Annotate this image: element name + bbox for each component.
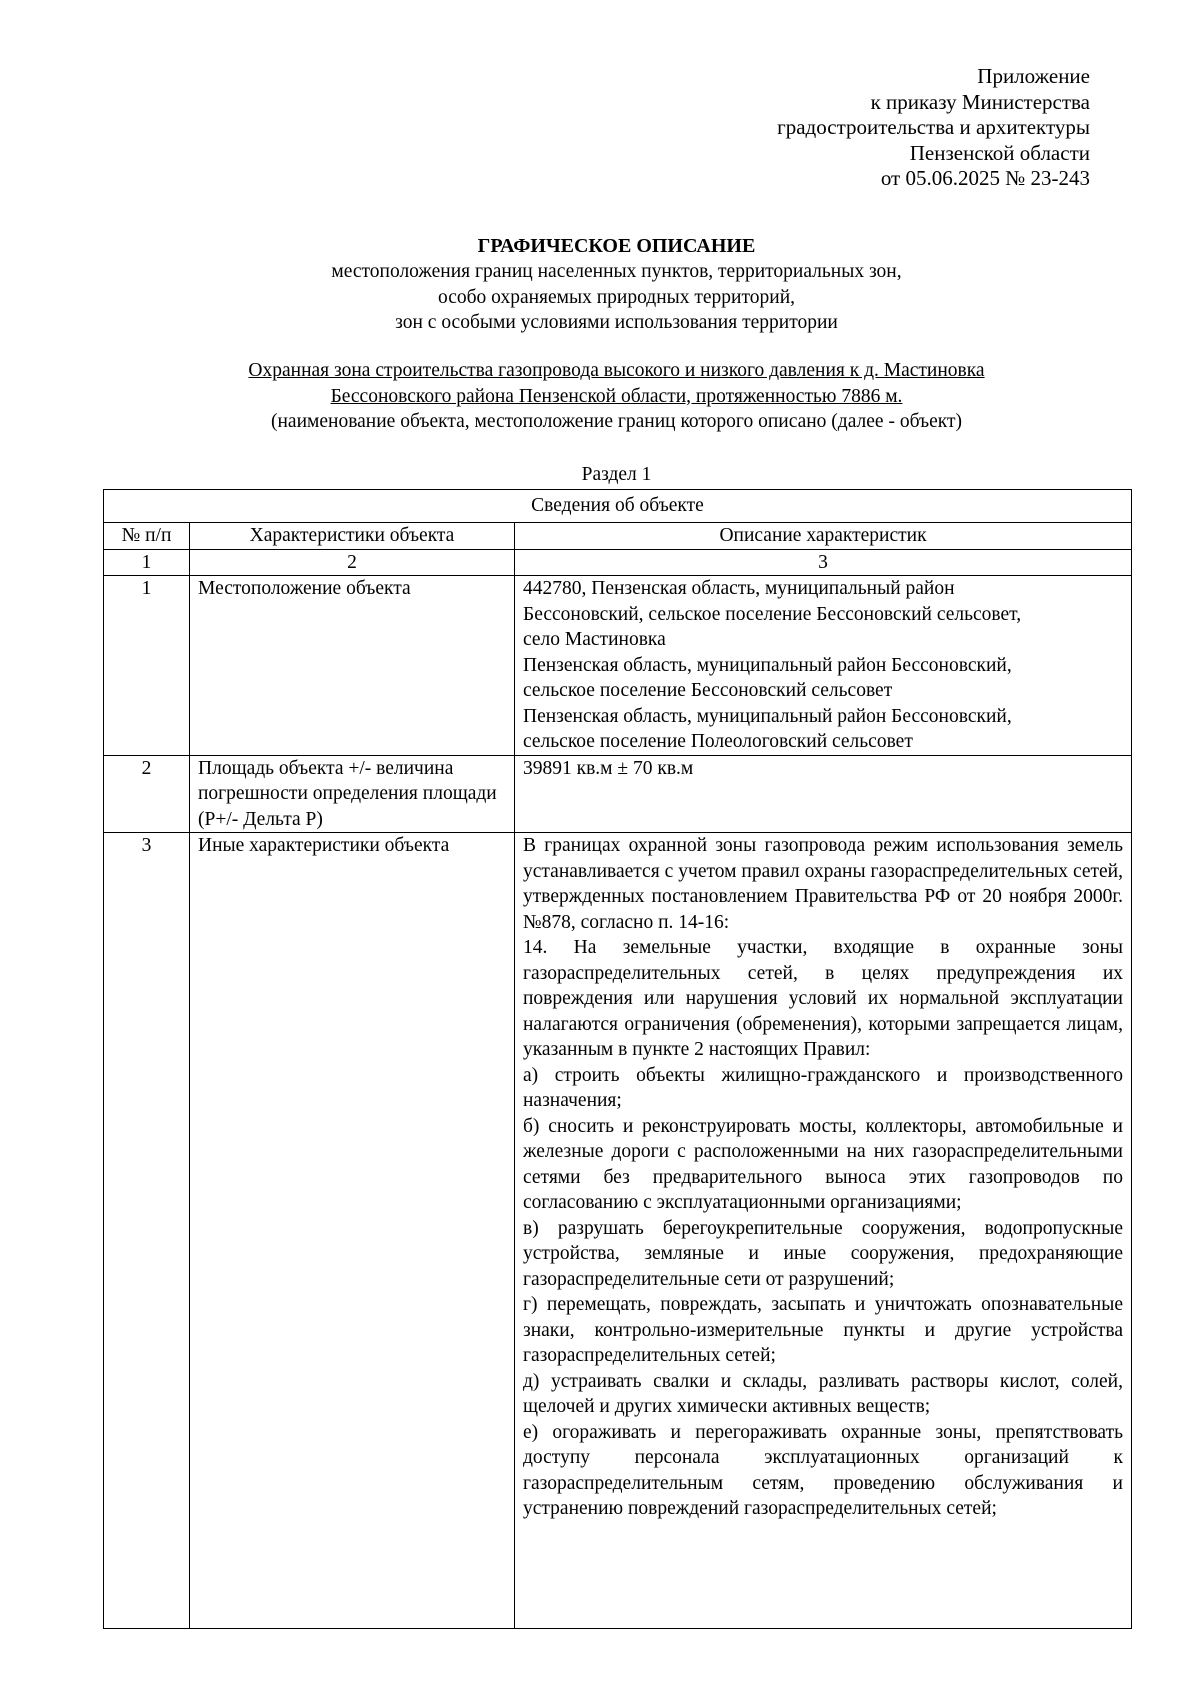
column-number-cell: 1 [104,549,190,576]
row-number: 1 [104,576,190,756]
header-cell: № п/п [104,523,190,550]
column-number-row [104,549,1132,576]
description-paragraph: В границах охранной зоны газопровода режим использования земель устанавливается с учетом правил охраны газораспределительных сетей, утвержденных постановлением Правительства РФ от 20 ноября 2000г. №878, согласно п. 14-16: [523,835,1123,933]
appendix-line: к приказу Министерства [870,89,1090,114]
table-header-row [104,523,1132,550]
appendix-header [570,64,1090,192]
document-subtitle-line: зон с особыми условиями использования территории [395,312,838,333]
row-number: 3 [104,833,190,1629]
header-cell: Описание характеристик [515,523,1132,550]
row-description [515,833,1132,1629]
description-paragraph: б) сносить и реконструировать мосты, коллекторы, автомобильные и железные дороги с расположенными на них газораспределительными сетями без предварительного выноса этих газопроводов по согласованию с эксплуатационными организациями; [523,1115,1123,1213]
description-line: 39891 кв.м ± 70 кв.м [523,757,694,779]
description-paragraph: а) строить объекты жилищно-гражданского и производственного назначения; [523,1064,1123,1111]
column-number-cell: 2 [190,549,515,576]
object-name-block [100,358,1133,435]
header-cell: Характеристики объекта [190,523,515,550]
description-line: сельское поселение Полеологовский сельсовет [523,731,913,752]
row-characteristic: Площадь объекта +/- величина погрешности определения площади (Р+/- Дельта Р) [190,755,515,833]
table-caption: Сведения об объекте [104,490,1132,523]
column-number-cell: 3 [515,549,1132,576]
object-name-line: Бессоновского района Пензенской области, протяженностью 7886 м. [330,385,903,407]
appendix-line: Пензенской области [909,140,1090,165]
description-line: село Мастиновка [523,629,666,650]
description-paragraph: г) перемещать, повреждать, засыпать и уничтожать опознавательные знаки, контрольно-измерительные пункты и другие устройства газораспределительных сетей; [523,1294,1123,1366]
document-subtitle-line: особо охраняемых природных территорий, [438,286,795,308]
description-line: Пензенская область, муниципальный район Бессоновский, [523,654,1012,676]
description-paragraph: е) огораживать и перегораживать охранные зоны, препятствовать доступу персонала эксплуатационных организаций к газораспределительным сетям, проведению обслуживания и устранению повреждений газораспределительных сетей; [523,1421,1123,1519]
row-description [515,576,1132,756]
row-characteristic: Местоположение объекта [190,576,515,756]
appendix-line: градостроительства и архитектуры [777,115,1090,140]
table-caption-row [104,490,1132,523]
section-label: Раздел 1 [581,464,652,485]
description-paragraph: д) устраивать свалки и склады, разливать растворы кислот, солей, щелочей и других химически активных веществ; [523,1370,1123,1417]
appendix-line: от 05.06.2025 № 23-243 [880,166,1090,191]
table-row [104,833,1132,1629]
object-name-line: Охранная зона строительства газопровода высокого и низкого давления к д. Мастиновка [248,360,985,381]
description-line: 442780, Пензенская область, муниципальный район [523,578,955,599]
object-name-caption: (наименование объекта, местоположение границ которого описано (далее - объект) [271,411,962,432]
document-title: ГРАФИЧЕСКОЕ ОПИСАНИЕ [477,235,756,257]
table-row [104,755,1132,833]
row-characteristic: Иные характеристики объекта [190,833,515,1629]
description-line: сельское поселение Бессоновский сельсовет [523,680,893,701]
appendix-line: Приложение [977,64,1090,88]
table-row [104,576,1132,756]
description-line: Бессоновский, сельское поселение Бессоновский сельсовет, [523,603,1022,625]
description-paragraph: в) разрушать берегоукрепительные сооружения, водопропускные устройства, земляные и иные сооружения, предохраняющие газораспределительные сети от разрушений; [523,1217,1123,1290]
description-paragraph: 14. На земельные участки, входящие в охранные зоны газораспределительных сетей, в целях предупреждения их повреждения или нарушения условий их нормальной эксплуатации налагаются ограничения (обременения), которыми запрещается лицам, указанным в пункте 2 настоящих Правил: [523,937,1123,1060]
document-heading [100,233,1133,336]
object-info-table [103,489,1132,1629]
description-line: Пензенская область, муниципальный район Бессоновский, [523,705,1012,727]
document-subtitle-line: местоположения границ населенных пунктов, территориальных зон, [331,261,902,282]
row-number: 2 [104,755,190,833]
row-description [515,755,1132,833]
